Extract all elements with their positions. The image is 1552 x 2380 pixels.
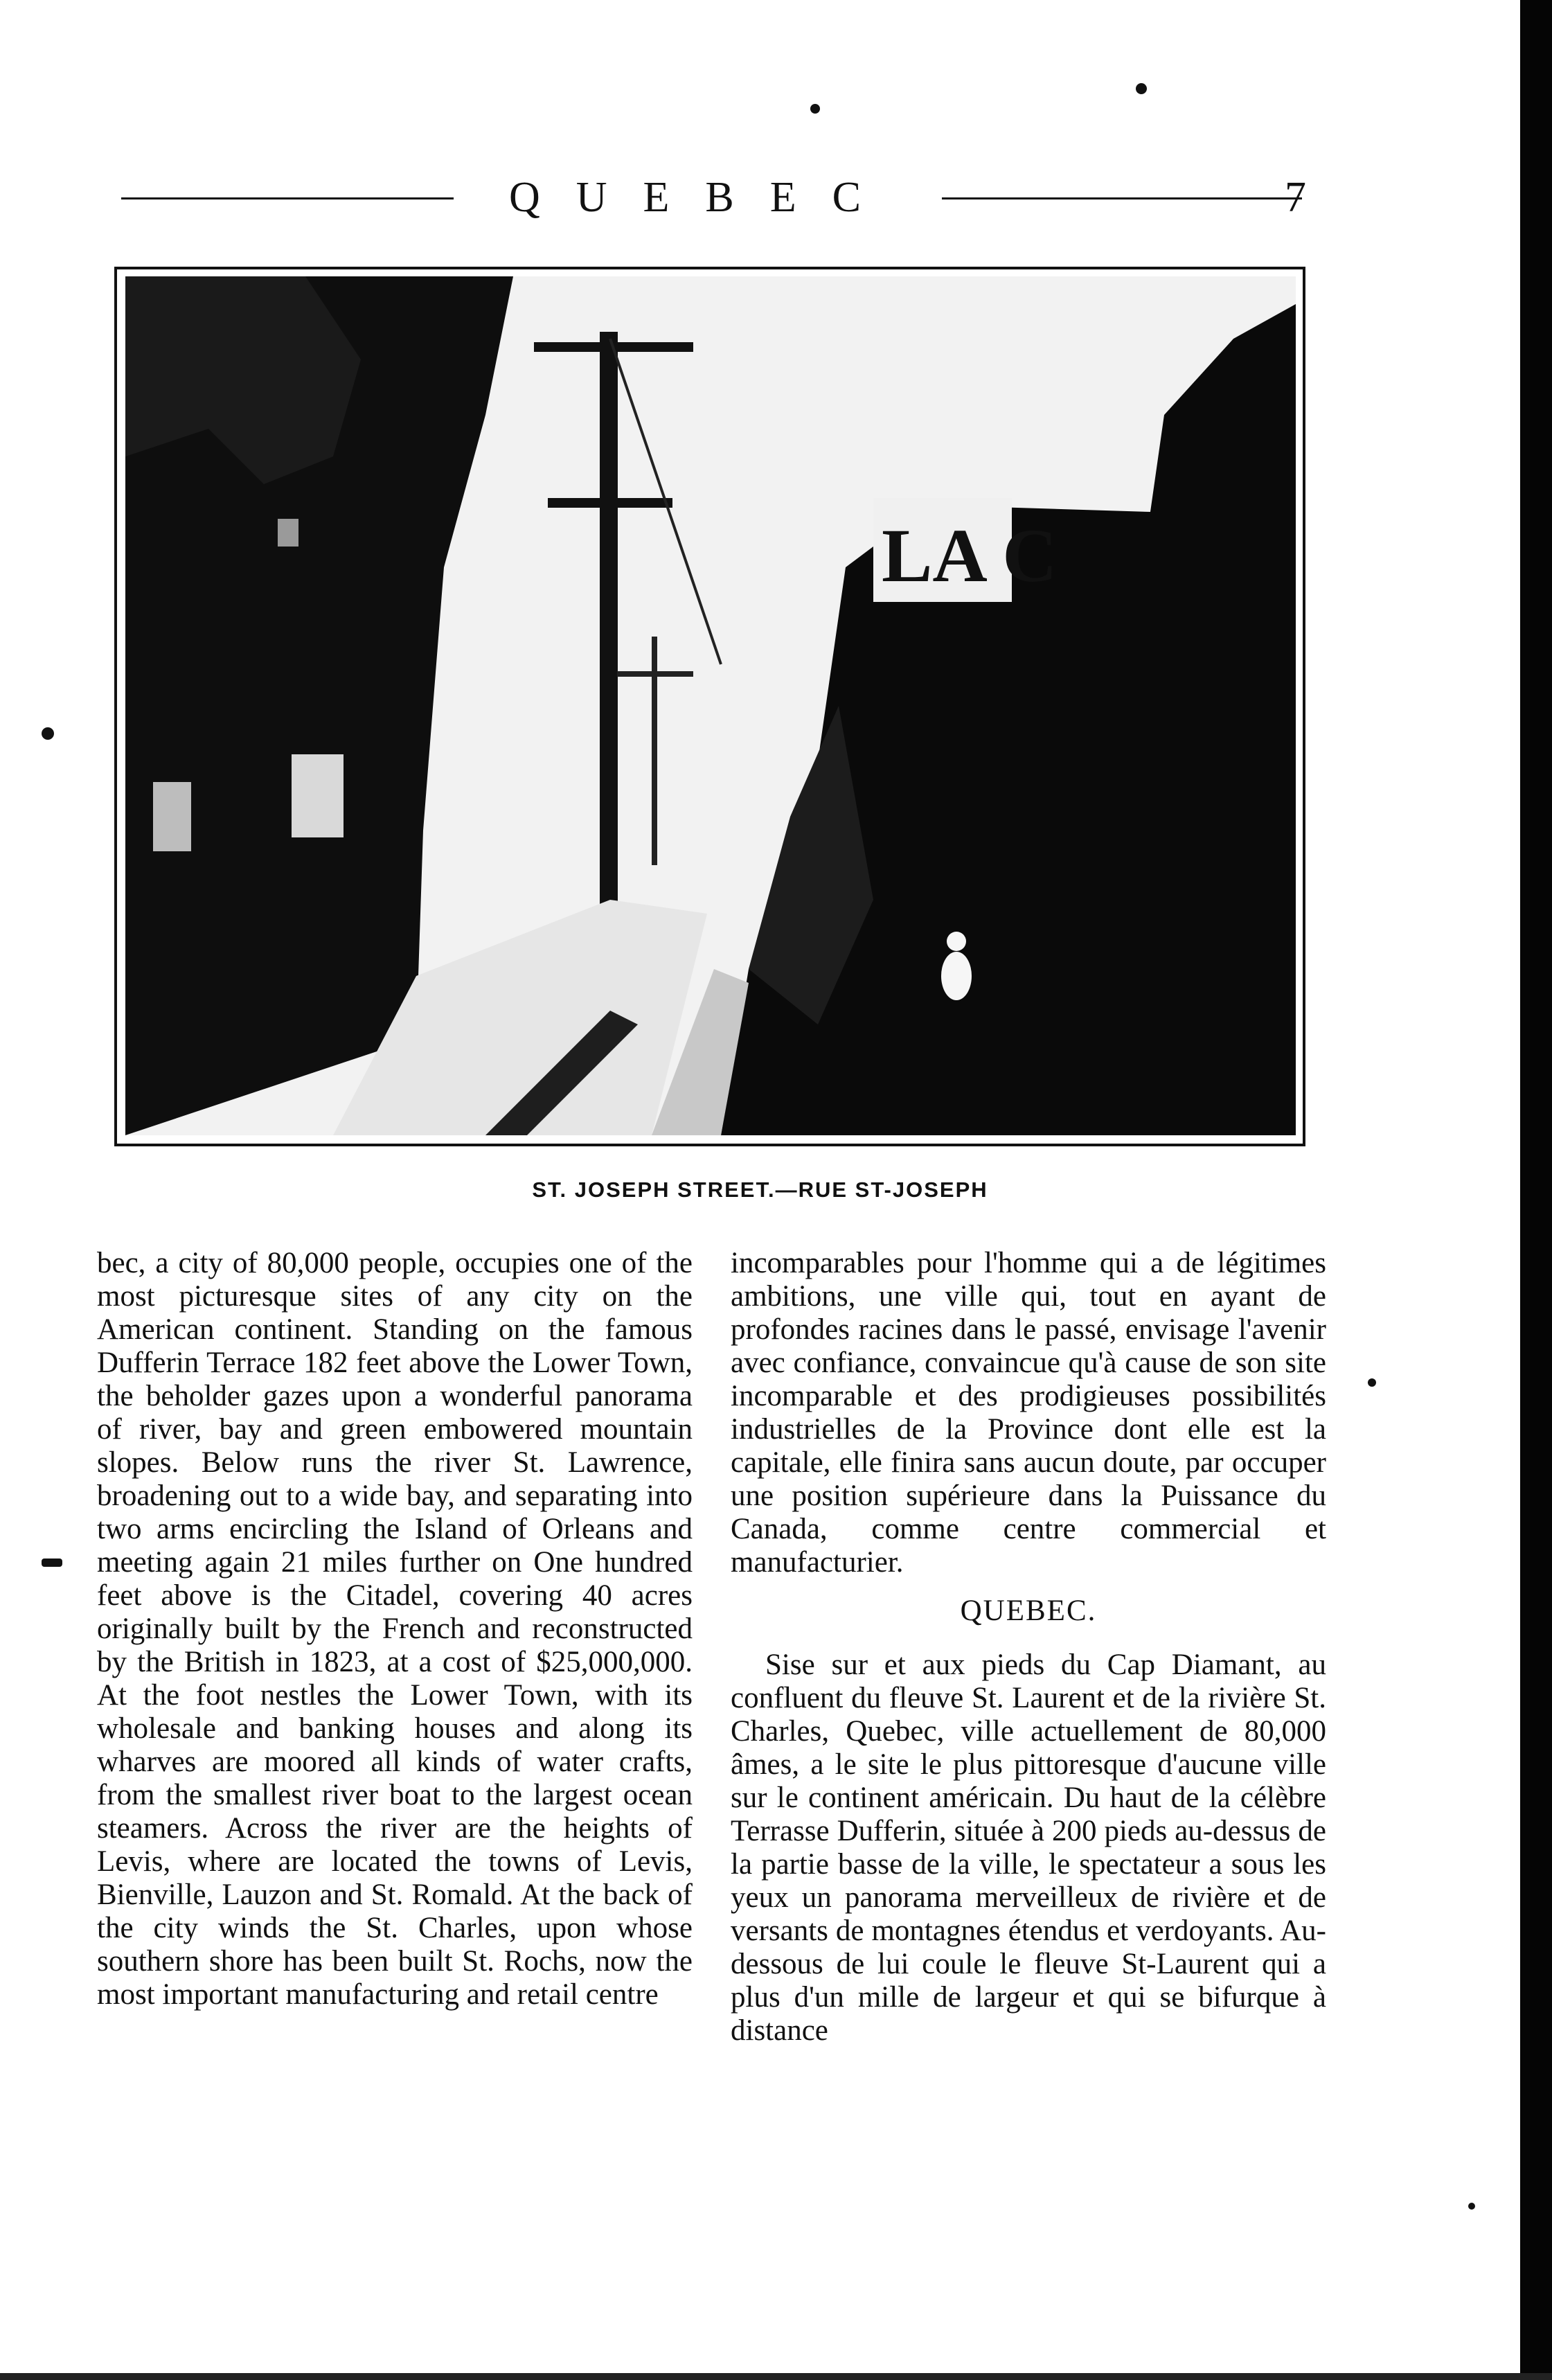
scan-speck xyxy=(1468,2203,1475,2210)
french-paragraph-2: Sise sur et aux pieds du Cap Diamant, au confluent du fleuve St. Laurent et de la rivière St. Charles, Quebec, ville actuellement de 80,000 âmes, a le site le plus pittoresque d'aucune ville sur le continent américain. Du haut de la célèbre Terrasse Dufferin, située à 200 pieds au-dessus de la partie basse de la ville, le spectateur a sous les yeux un panorama merveilleux de rivière et de versants de montagnes étendus et verdoyants. Au-dessous de lui coule le fleuve St-Laurent qui a plus d'un mille de largeur et qui se bifurque à distance xyxy=(731,1649,1326,2047)
scan-bottom-edge xyxy=(0,2373,1552,2380)
running-header xyxy=(121,174,1330,221)
page-number: 7 xyxy=(1285,174,1306,221)
english-paragraph: bec, a city of 80,000 people, occupies one of the most picturesque sites of any city on the American continent. Standing on the famous Dufferin Terrace 182 feet above the Lower Town, the beholder gazes upon a wonderful panorama of river, bay and green embowered mountain slopes. Below runs the river St. Lawrence, broadening out to a wide bay, and separating into two arms encircling the Island of Orleans and meeting again 21 miles further on One hundred feet above is the Citadel, covering 40 acres originally built by the French and reconstructed by the British in 1823, at a cost of $25,000,000. At the foot nestles the Lower Town, with its wholesale and banking houses and along its wharves are moored all kinds of water crafts, from the smallest river boat to the largest ocean steamers. Across the river are the heights of Levis, where are located the towns of Levis, Bienville, Lauzon and St. Romald. At the back of the city winds the St. Charles, upon whose southern shore has been built St. Rochs, now the most important manufacturing and retail centre xyxy=(97,1247,693,2011)
scan-speck xyxy=(810,104,820,114)
scan-speck xyxy=(1368,1378,1376,1387)
street-scene-illustration xyxy=(125,276,1296,1135)
scan-speck xyxy=(42,727,54,740)
header-rule-right xyxy=(942,197,1302,199)
page-title: QUEBEC xyxy=(509,174,897,221)
street-photograph xyxy=(114,267,1305,1146)
scan-speck xyxy=(1136,83,1147,94)
english-text-column xyxy=(97,1247,693,2012)
section-heading: QUEBEC. xyxy=(960,1595,1097,1627)
scan-edge-shadow xyxy=(1520,0,1552,2380)
french-paragraph-1: incomparables pour l'homme qui a de légitimes ambitions, une ville qui, tout en ayant de profondes racines dans le passé, envisage l'avenir avec confiance, convaincue qu'à cause de son site incomparable et des prodigieuses possibilités industrielles de la Province dont elle est la capitale, elle finira sans aucun doute, par occuper une position supérieure dans la Puissance du Canada, comme centre commercial et manufacturier. xyxy=(731,1247,1326,1579)
scan-speck xyxy=(42,1558,62,1567)
french-text-column xyxy=(731,1247,1326,2048)
storefront-sign: LA C xyxy=(882,513,1058,598)
photo-caption: ST. JOSEPH STREET.—RUE ST-JOSEPH xyxy=(532,1178,988,1202)
header-rule-left xyxy=(121,197,454,199)
